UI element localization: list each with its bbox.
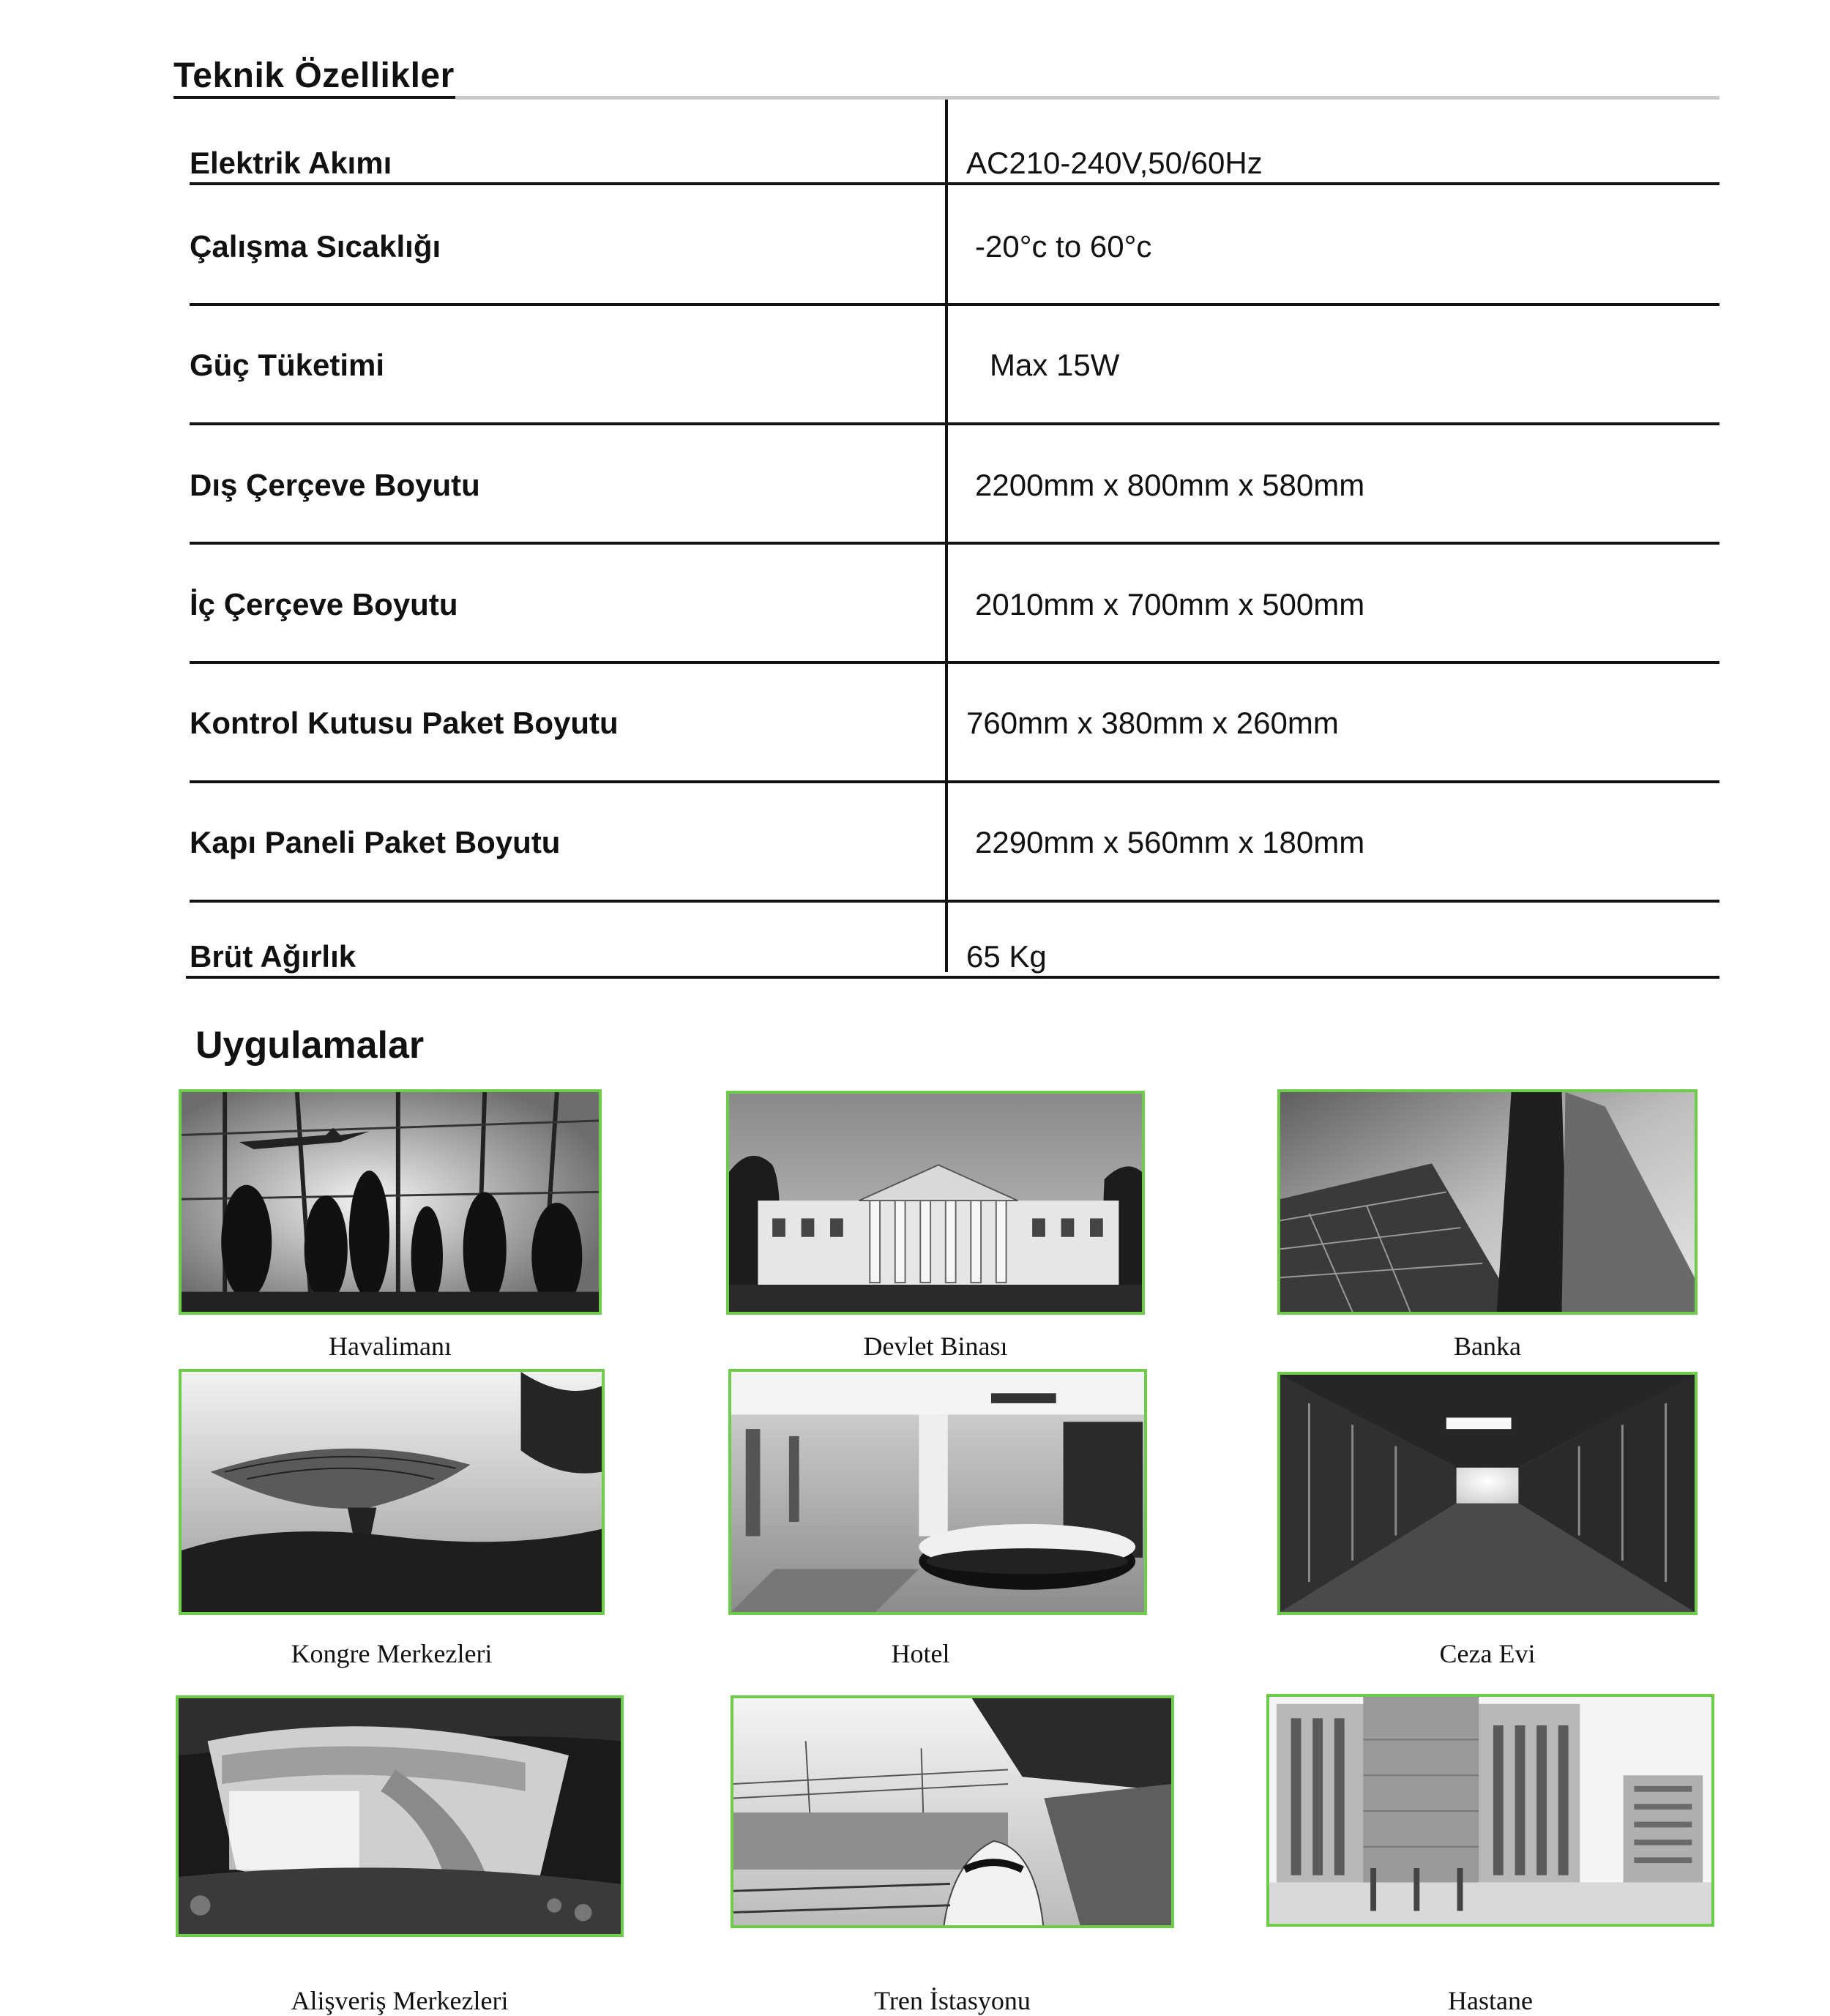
application-caption: Hastane <box>1448 1986 1533 2015</box>
spec-key: Güç Tüketimi <box>190 348 385 382</box>
bank-photo <box>1277 1089 1698 1315</box>
spec-key: Kapı Paneli Paket Boyutu <box>190 825 561 859</box>
spec-row-divider <box>190 542 1719 545</box>
spec-table-bottom-rule <box>186 976 1719 979</box>
application-caption: Ceza Evi <box>1439 1639 1536 1668</box>
spec-title-rule <box>455 96 1719 100</box>
train-station-photo <box>731 1695 1174 1928</box>
spec-key: Kontrol Kutusu Paket Boyutu <box>190 706 619 740</box>
spec-key: Brüt Ağırlık <box>190 939 356 974</box>
spec-key: İç Çerçeve Boyutu <box>190 587 458 621</box>
spec-value: 2010mm x 700mm x 500mm <box>975 587 1365 621</box>
spec-column-divider <box>945 100 948 972</box>
spec-row-divider <box>190 303 1719 306</box>
applications-section-title: Uygulamalar <box>195 1024 425 1067</box>
spec-value: 65 Kg <box>966 939 1047 974</box>
spec-title-underline <box>173 96 455 99</box>
application-caption: Alişveriş Merkezleri <box>291 1986 509 2015</box>
application-caption: Devlet Binası <box>863 1332 1008 1361</box>
spec-value: 760mm x 380mm x 260mm <box>966 706 1339 740</box>
hotel-photo <box>728 1369 1147 1615</box>
government-building-photo <box>726 1091 1145 1315</box>
congress-center-photo <box>179 1369 605 1615</box>
spec-row-divider <box>190 900 1719 903</box>
spec-value: AC210-240V,50/60Hz <box>966 146 1263 180</box>
spec-key: Dış Çerçeve Boyutu <box>190 468 480 502</box>
spec-value: 2290mm x 560mm x 180mm <box>975 825 1365 859</box>
shopping-mall-photo <box>176 1695 624 1937</box>
application-caption: Kongre Merkezleri <box>291 1639 493 1668</box>
application-caption: Hotel <box>891 1639 950 1668</box>
spec-value: -20°c to 60°c <box>975 229 1152 264</box>
airport-photo <box>179 1089 602 1315</box>
prison-photo <box>1277 1372 1698 1615</box>
application-caption: Tren İstasyonu <box>874 1986 1031 2015</box>
spec-row-divider <box>190 422 1719 425</box>
spec-row-divider <box>190 780 1719 783</box>
application-caption: Havalimanı <box>329 1332 452 1361</box>
spec-key: Elektrik Akımı <box>190 146 392 180</box>
hospital-photo <box>1266 1694 1714 1927</box>
spec-value: 2200mm x 800mm x 580mm <box>975 468 1365 502</box>
spec-section-title: Teknik Özellikler <box>173 56 455 95</box>
spec-row-divider <box>190 661 1719 664</box>
application-caption: Banka <box>1454 1332 1521 1361</box>
spec-key: Çalışma Sıcaklığı <box>190 229 441 264</box>
spec-row-divider <box>190 182 1719 185</box>
spec-value: Max 15W <box>990 348 1120 382</box>
